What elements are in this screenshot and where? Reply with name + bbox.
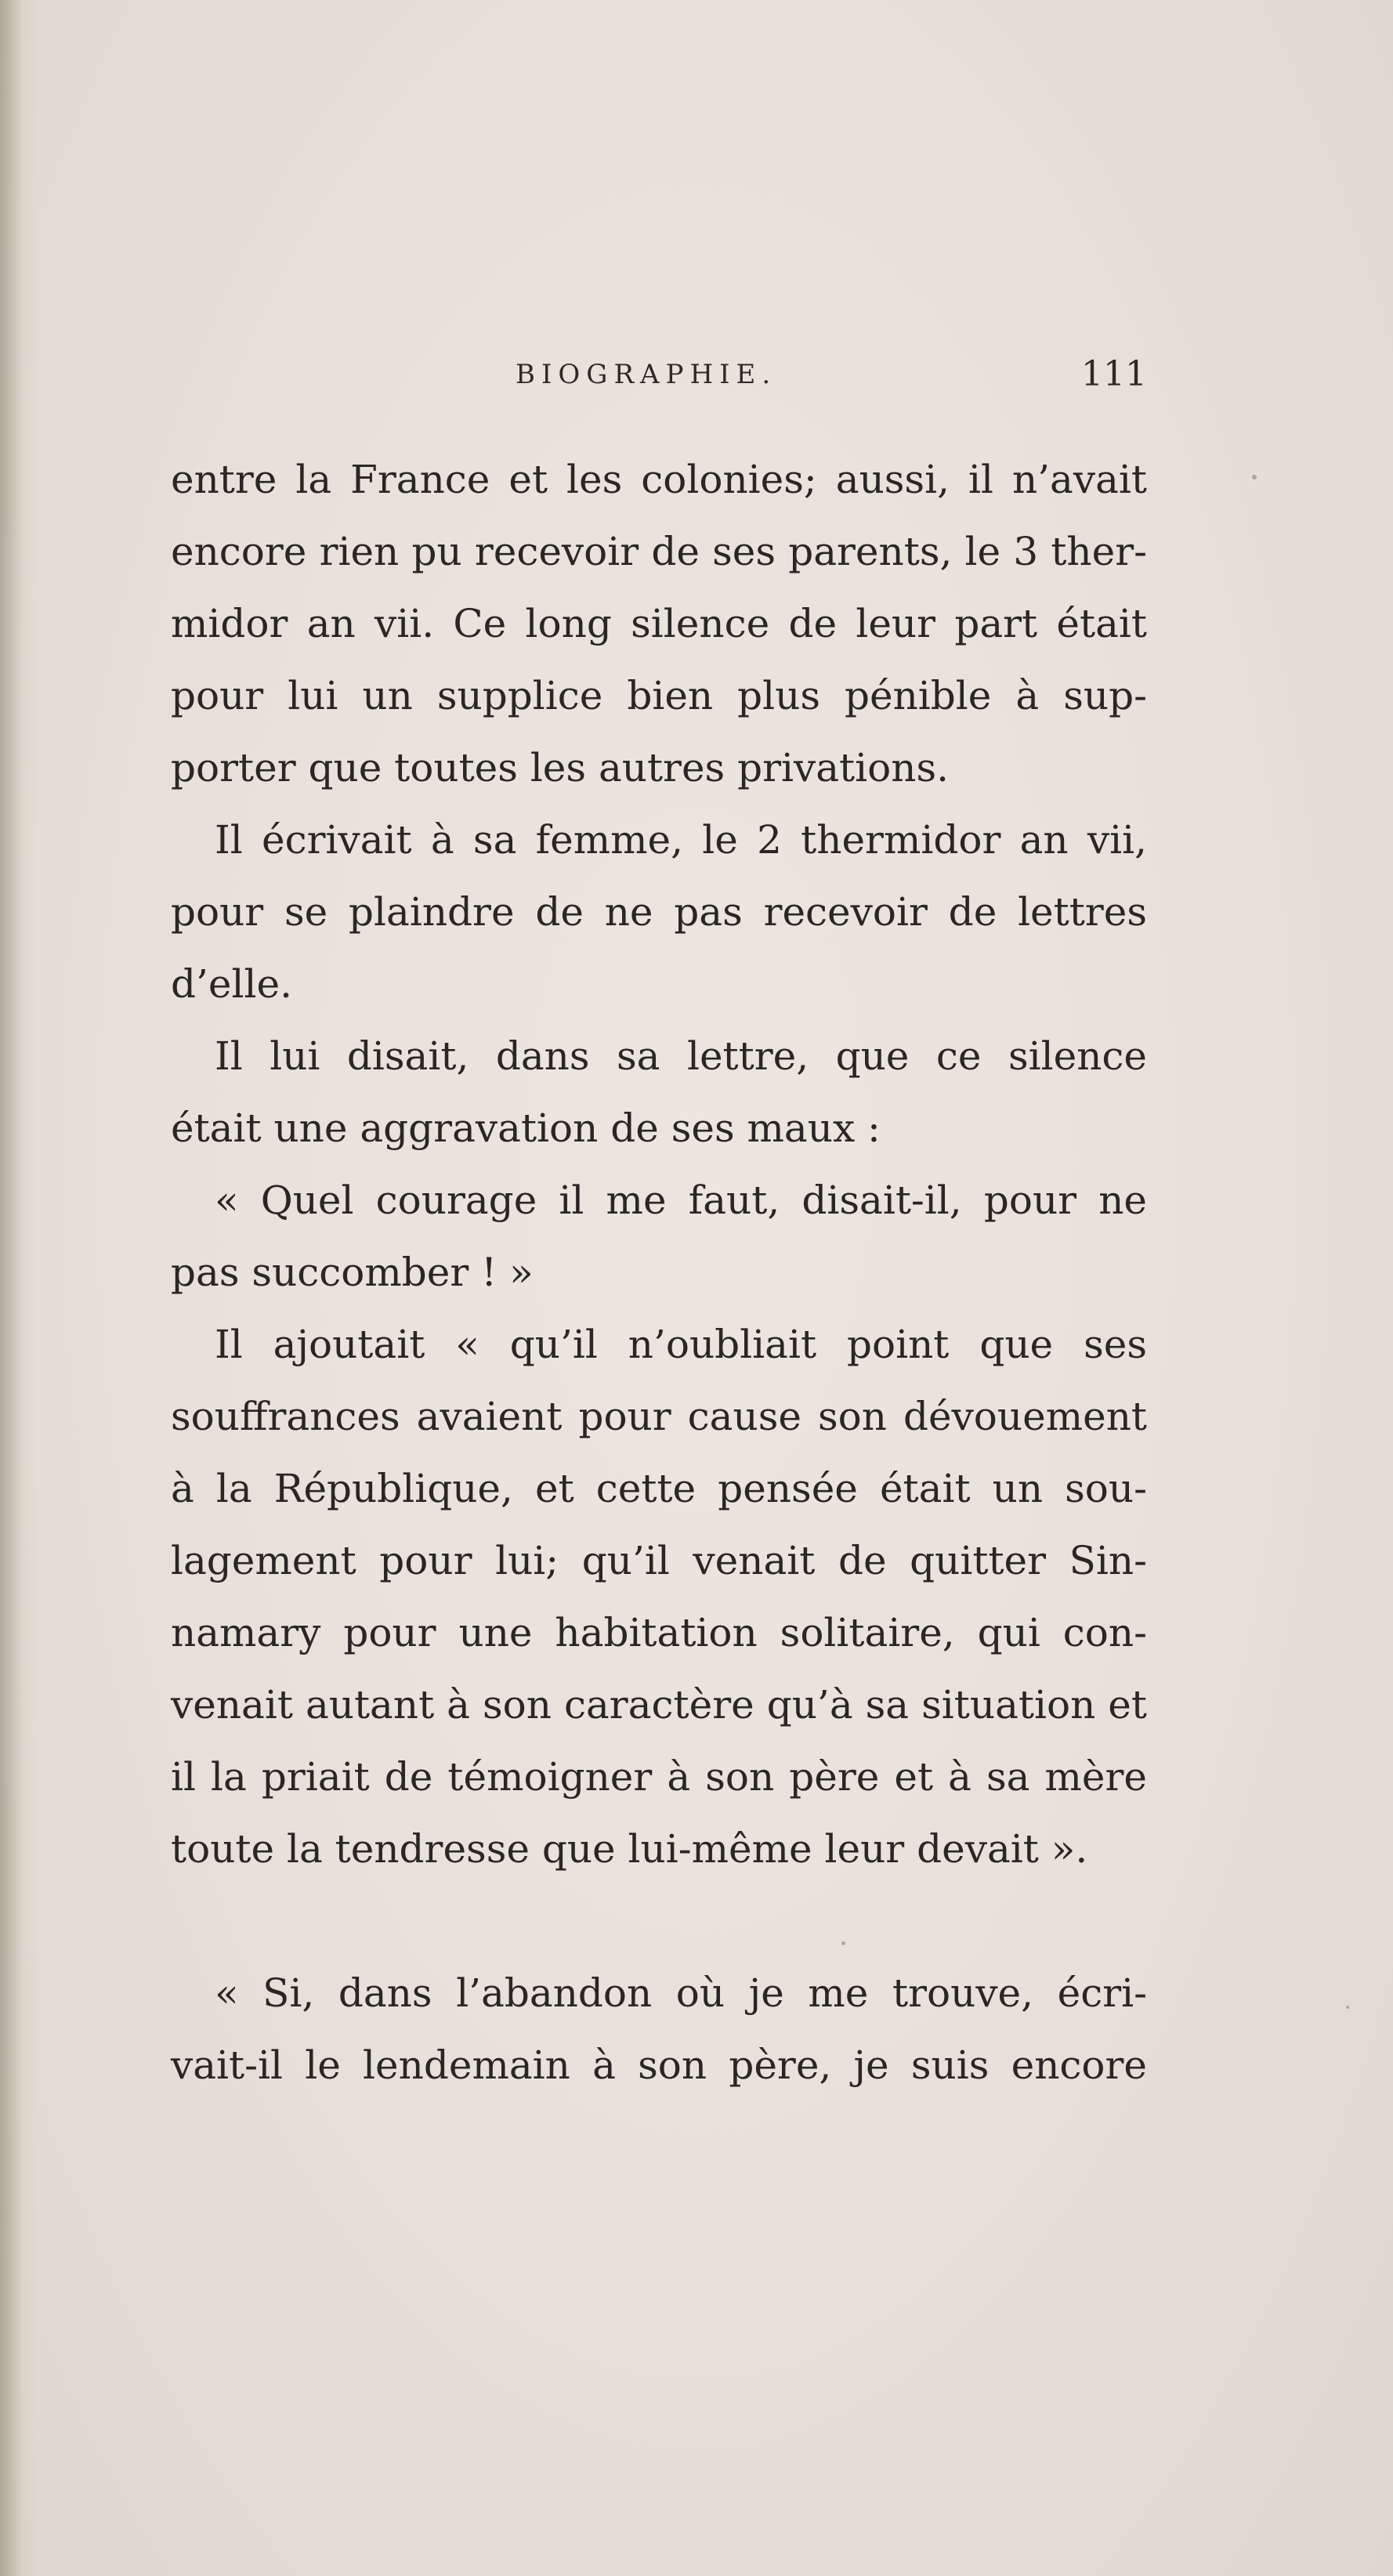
text-line: à la République, et cette pensée était un sou-: [171, 1466, 1147, 1511]
page-header: [171, 354, 1147, 401]
running-head: BIOGRAPHIE.: [516, 359, 777, 390]
paper-speck: [841, 1941, 845, 1945]
text-line: midor an vii. Ce long silence de leur part était: [171, 601, 1147, 646]
text-line: pas succomber ! »: [171, 1250, 534, 1295]
paragraph-gap: [171, 1885, 1147, 1957]
text-line: « Quel courage il me faut, disait-il, pour ne: [215, 1178, 1147, 1223]
paper-speck: [1346, 2006, 1349, 2009]
text-line: Il ajoutait « qu’il n’oubliait point que ses: [215, 1322, 1147, 1367]
text-line: entre la France et les colonies; aussi, il n’avait: [171, 457, 1147, 502]
text-line: toute la tendresse que lui-même leur devait ».: [171, 1826, 1088, 1872]
text-line: lagement pour lui; qu’il venait de quitter Sin-: [171, 1538, 1147, 1583]
text-line: Il lui disait, dans sa lettre, que ce silence: [215, 1033, 1147, 1079]
text-line: namary pour une habitation solitaire, qui con-: [171, 1610, 1147, 1655]
text-line: pour lui un supplice bien plus pénible à sup-: [171, 673, 1147, 718]
page-gutter-shadow: [0, 0, 38, 2576]
body-text: [171, 443, 1147, 2101]
text-line: encore rien pu recevoir de ses parents, le 3 ther-: [171, 529, 1147, 574]
page-number: 111: [1081, 354, 1147, 394]
paper-speck: [1252, 475, 1257, 479]
text-line: souffrances avaient pour cause son dévouement: [171, 1394, 1147, 1439]
text-line: d’elle.: [171, 961, 292, 1007]
text-line: venait autant à son caractère qu’à sa situation et: [171, 1682, 1147, 1728]
text-line: porter que toutes les autres privations.: [171, 745, 949, 791]
text-line: vait-il le lendemain à son père, je suis encore: [171, 2042, 1147, 2088]
text-line: pour se plaindre de ne pas recevoir de lettres: [171, 889, 1147, 935]
text-line: « Si, dans l’abandon où je me trouve, écri-: [215, 1970, 1147, 2016]
text-line: il la priait de témoigner à son père et à sa mère: [171, 1754, 1147, 1800]
text-line: Il écrivait à sa femme, le 2 thermidor an vii,: [215, 817, 1147, 863]
text-line: était une aggravation de ses maux :: [171, 1105, 881, 1151]
